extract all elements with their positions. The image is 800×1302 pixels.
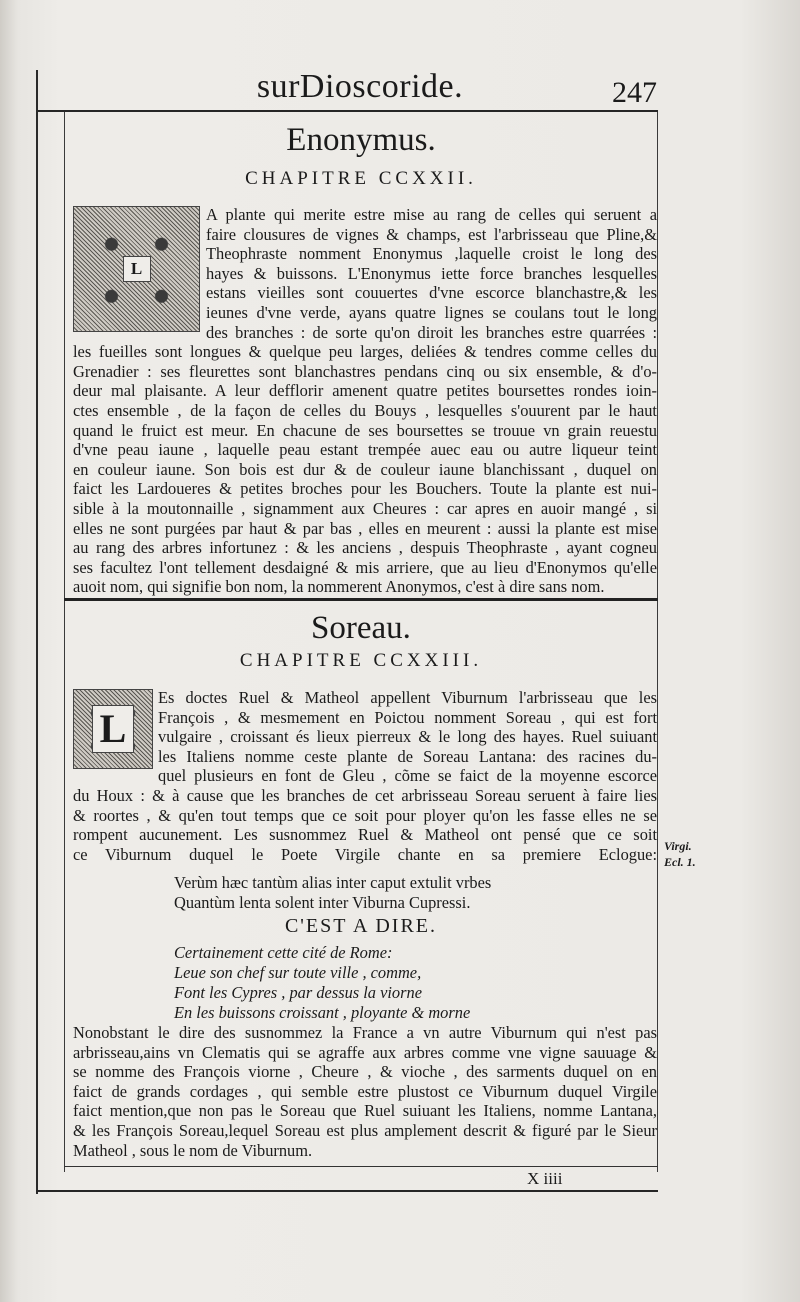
text-line: en couleur iaune. Son bois est dur & de couleur iaune blanchissant , duquel on: [73, 459, 657, 479]
text-line: quel plusieurs en font de Gleu , cõme se faict de la moyenne escorce: [158, 766, 657, 786]
frame-rule-left-outer: [36, 70, 38, 1194]
page-number: 247: [612, 76, 657, 109]
text-line: quand le fruict est meur. En chacune de ses boursettes se trouue vn grain reuestu: [73, 420, 657, 440]
text-line: des branches : de sorte qu'on diroit les branches estre quarrées :: [206, 322, 657, 342]
text-line: ieunes d'vne verde, ayans quatre lignes se coulans tout le long: [206, 303, 657, 322]
text-line: faict de grands cordages , qui semble estre plustost ce Viburnum duquel Virgile: [73, 1081, 657, 1101]
text-line: Matheol , sous le nom de Viburnum.: [73, 1140, 313, 1160]
text-line: rompent aucunement. Les susnommez Ruel & Matheol ont pensé que ce soit: [73, 825, 657, 845]
latin-verse-line: Quantùm lenta solent inter Viburna Cupressi.: [174, 893, 471, 912]
text-line: les Italiens nomme ceste plante de Soreau Lantana: des racines du-: [158, 746, 657, 766]
french-verse-line: En les buissons croissant , ployante & morne: [174, 1003, 471, 1022]
text-line: les fueilles sont longues & quelque peu larges, deliées & tendres comme celles du: [73, 342, 657, 362]
margin-note-line: Virgi.: [664, 839, 692, 853]
french-verse-line: Certainement cette cité de Rome:: [174, 943, 393, 962]
section-divider-rule: [64, 598, 658, 601]
text-line: arbrisseau,ains vn Clematis qui se agraffe aux arbres comme vne vigne sauuage &: [73, 1042, 657, 1062]
initial-letter-1: L: [123, 256, 151, 282]
decorated-initial-1: [73, 206, 200, 332]
text-line: ses facultez l'ont tellement desdaigné & mis arriere, que au lieu d'Enonymos qu'elle: [73, 557, 657, 577]
text-line: hayes & buissons. L'Enonymus iette force branches lesquelles: [206, 263, 657, 283]
base-rule: [36, 1190, 658, 1192]
running-head: surDioscoride.: [256, 68, 464, 105]
signature-mark: X iiii: [527, 1169, 563, 1188]
text-line: elles ne sont purgées par haut & par bas , elles en meurent : aussi la plante est mise: [73, 518, 657, 538]
text-line: auoit nom, qui signifie bon nom, la nommerent Anonymos, c'est à dire sans nom.: [73, 577, 605, 597]
text-line: faict mention,que non pas le Soreau que Ruel suiuant les Italiens, nomme Lantana,: [73, 1101, 657, 1121]
text-line: ce Viburnum duquel le Poete Virgile chante en sa premiere Eclogue:: [73, 844, 657, 864]
text-line: Nonobstant le dire des susnommez la France a vn autre Viburnum qui n'est pas: [73, 1023, 657, 1042]
text-line: & roortes , & qu'en tout temps que ce soit pour ployer qu'on les fasse elles ne se: [73, 805, 657, 825]
section2-title: Soreau.: [311, 610, 411, 646]
text-line: se nomme des François viorne , Cheure , & vioche , des sarments duquel on en: [73, 1062, 657, 1082]
text-line: & les François Soreau,lequel Soreau est plus amplement descrit & figuré par le Sieur: [73, 1121, 657, 1140]
text-line: François , & mesmement en Poictou nomment Soreau , qui est fort: [158, 707, 657, 727]
initial-letter-2: L: [92, 705, 134, 753]
text-line: Theophraste nomment Enonymus ,laquelle croist le long des: [206, 244, 657, 264]
text-line: faict les Lardoueres & petites broches pour les Bouchers. Toute la plante est nui-: [73, 479, 657, 499]
section1-title: Enonymus.: [286, 122, 436, 158]
text-line: vulgaire , croissant és lieux pierreux & le long des hayes. Ruel suiuant: [158, 727, 657, 747]
text-line: faire clousures de vignes & champs, est l'arbrisseau que Pline,&: [206, 224, 657, 244]
french-verse-line: Leue son chef sur toute ville , comme,: [174, 963, 422, 982]
text-line: estans vieilles sont couuertes d'vne escorce blanchastre,& les: [206, 283, 657, 303]
french-verse-line: Font les Cypres , par dessus la viorne: [174, 983, 422, 1002]
decorated-initial-2: [73, 689, 153, 769]
margin-note: [664, 838, 714, 870]
cest-a-dire-heading: C'EST A DIRE.: [284, 915, 438, 937]
section2-chapter-heading: CHAPITRE CCXXIII.: [239, 650, 483, 671]
text-line: au rang des arbres infortunez : & les anciens , despuis Theophraste , ayant cogneu: [73, 538, 657, 558]
text-line: du Houx : & à cause que les branches de cet arbrisseau Soreau seruent à faire lies: [73, 786, 657, 805]
text-line: d'vne peau iaune , laquelle peau estant trempée auec eau ou autre liqueur teint: [73, 440, 657, 460]
margin-note-line: Ecl. 1.: [664, 855, 696, 869]
text-line: ctes ensemble , de la façon de celles du Bouys , lesquelles s'ouurent par le haut: [73, 401, 657, 420]
text-line: Grenadier : ses fleurettes sont blanchastres pendans cinq ou six ensemble, & d'o-: [73, 361, 657, 381]
latin-verse-line: Verùm hæc tantùm alias inter caput extulit vrbes: [174, 873, 492, 892]
section1-chapter-heading: CHAPITRE CCXXII.: [245, 168, 477, 189]
text-line: Es doctes Ruel & Matheol appellent Viburnum l'arbrisseau que les: [158, 688, 657, 707]
text-line: A plante qui merite estre mise au rang de celles qui seruent a: [206, 205, 657, 224]
text-line: sible à la moutonnaille , signamment aux Cheures : car apres en auoir mangé , si: [73, 499, 657, 518]
text-line: deur mal plaisante. A leur defflorir amenent quatre petites boursettes rondes ioin-: [73, 381, 657, 401]
text-bottom-rule: [64, 1166, 658, 1167]
header-rule: [38, 110, 658, 112]
